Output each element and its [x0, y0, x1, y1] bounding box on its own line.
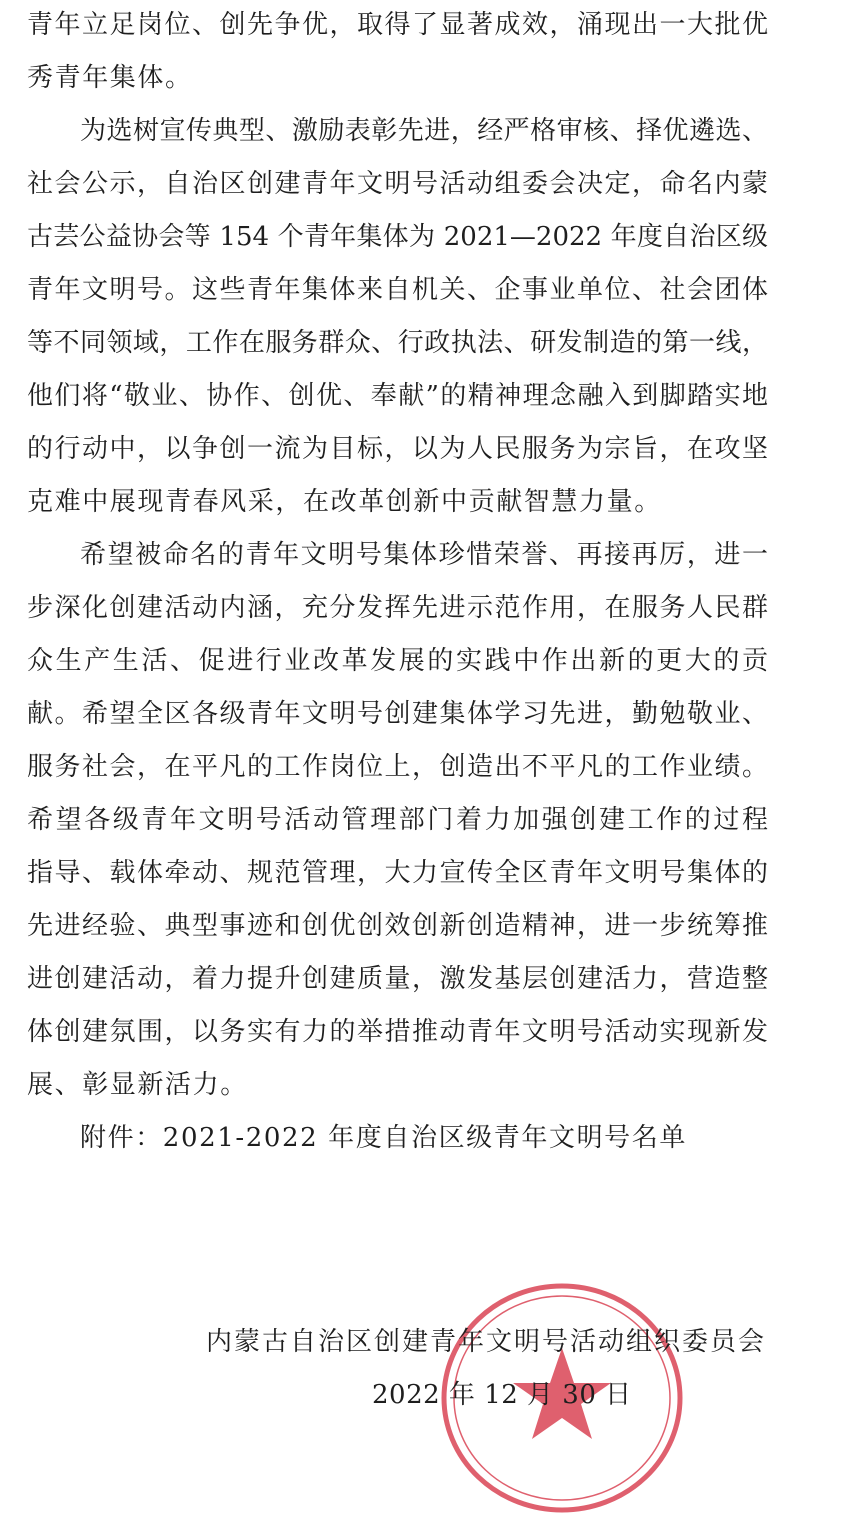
paragraph-line: 秀青年集体。 [27, 63, 193, 93]
paragraph-line: 希望各级青年文明号活动管理部门着力加强创建工作的过程 [27, 805, 768, 835]
paragraph-line: 献。希望全区各级青年文明号创建集体学习先进，勤勉敬业、 [27, 699, 768, 729]
paragraph-line: 为选树宣传典型、激励表彰先进，经严格审核、择优遴选、 [80, 116, 768, 146]
paragraph-line: 的行动中，以争创一流为目标，以为人民服务为宗旨，在攻坚 [27, 434, 768, 464]
paragraph-line: 服务社会，在平凡的工作岗位上，创造出不平凡的工作业绩。 [27, 752, 768, 782]
paragraph-line: 等不同领域，工作在服务群众、行政执法、研发制造的第一线， [27, 328, 768, 358]
issuing-organization: 内蒙古自治区创建青年文明号活动组织委员会 [206, 1327, 767, 1357]
paragraph-line: 青年立足岗位、创先争优，取得了显著成效，涌现出一大批优 [27, 10, 768, 40]
issue-date: 2022 年 12 月 30 日 [372, 1380, 632, 1410]
paragraph-line: 步深化创建活动内涵，充分发挥先进示范作用，在服务人民群 [27, 593, 768, 623]
paragraph-line: 体创建氛围，以务实有力的举措推动青年文明号活动实现新发 [27, 1017, 768, 1047]
paragraph-line: 克难中展现青春风采，在改革创新中贡献智慧力量。 [27, 487, 662, 517]
paragraph-line: 希望被命名的青年文明号集体珍惜荣誉、再接再厉，进一 [80, 540, 768, 570]
paragraph-line: 社会公示，自治区创建青年文明号活动组委会决定，命名内蒙 [27, 169, 768, 199]
paragraph-line: 展、彰显新活力。 [27, 1070, 248, 1100]
paragraph-line: 先进经验、典型事迹和创优创效创新创造精神，进一步统筹推 [27, 911, 768, 941]
paragraph-line: 指导、载体牵动、规范管理，大力宣传全区青年文明号集体的 [27, 858, 768, 888]
attachment-line: 附件：2021-2022 年度自治区级青年文明号名单 [80, 1123, 687, 1153]
paragraph-line: 进创建活动，着力提升创建质量，激发基层创建活力，营造整 [27, 964, 768, 994]
paragraph-line: 他们将“敬业、协作、创优、奉献”的精神理念融入到脚踏实地 [27, 381, 768, 411]
paragraph-line: 青年文明号。这些青年集体来自机关、企事业单位、社会团体 [27, 275, 768, 305]
paragraph-line: 古芸公益协会等 154 个青年集体为 2021—2022 年度自治区级 [27, 222, 768, 252]
paragraph-line: 众生产生活、促进行业改革发展的实践中作出新的更大的贡 [27, 646, 768, 676]
